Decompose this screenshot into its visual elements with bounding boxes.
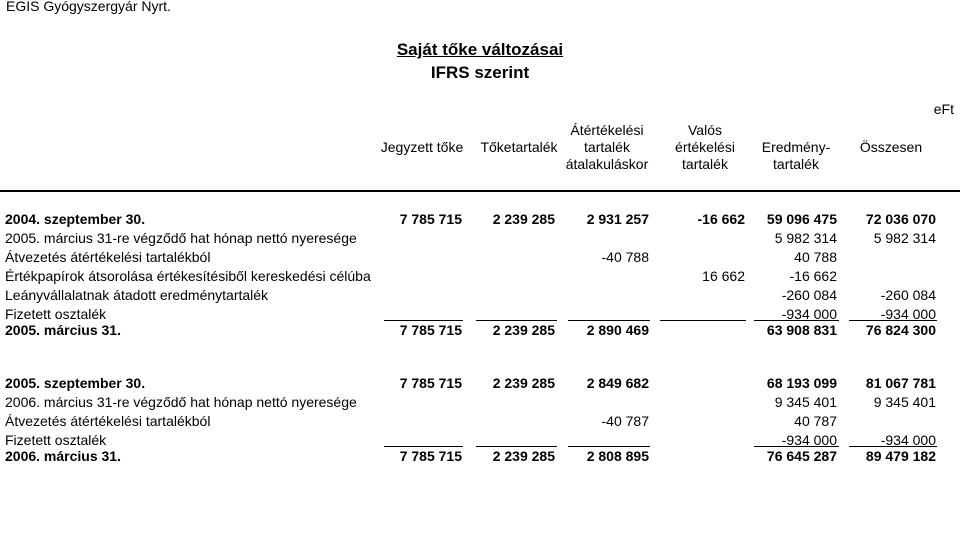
table-row [0,394,960,414]
cell-value: -934 000 [880,306,936,322]
cell-value: 76 645 287 [766,448,837,464]
row-label: Átvezetés átértékelési tartalékból [5,249,211,265]
statement-title: Saját tőke változásai [396,40,564,59]
subtotal-line [660,320,746,321]
column-header-capital-reserve: Tőketartalék [480,139,558,155]
table-row [0,268,960,288]
row-label: Fizetett osztalék [5,306,107,322]
cell-value: 5 982 314 [873,230,936,246]
company-name: EGIS Gyógyszergyár Nyrt. [6,0,171,14]
cell-value: 40 788 [794,249,837,265]
cell-value: -260 084 [781,287,837,303]
cell-value: -40 787 [601,413,649,429]
cell-value: -934 000 [880,432,936,448]
subtotal-line [384,446,463,447]
table-row [0,413,960,433]
cell-value: 63 908 831 [766,322,837,338]
subtotal-line [568,320,650,321]
cell-value: 76 824 300 [865,322,936,338]
cell-value: 40 787 [794,413,837,429]
cell-value: 68 193 099 [766,375,837,391]
table-row [0,322,960,342]
cell-value: -934 000 [781,306,837,322]
row-label: Fizetett osztalék [5,432,107,448]
subtotal-line [476,320,557,321]
subtotal-line [754,446,839,447]
table-row [0,287,960,307]
table-row [0,375,960,395]
cell-value: -260 084 [880,287,936,303]
cell-value: 16 662 [702,268,745,284]
table-row [0,448,960,468]
table-row [0,249,960,269]
cell-value: 5 982 314 [774,230,837,246]
row-label: 2005. szeptember 30. [5,375,146,391]
cell-value: 81 067 781 [865,375,936,391]
column-header-total: Összesen [859,139,923,155]
row-label: Értékpapírok átsorolása értékesítésiből kereskedési célúba [5,268,371,284]
column-header-share-capital: Jegyzett tőke [380,139,464,155]
subtotal-line [754,320,839,321]
subtotal-line [568,446,650,447]
cell-value: 2 849 682 [586,375,649,391]
cell-value: -16 662 [697,211,745,227]
cell-value: 59 096 475 [766,211,837,227]
cell-value: 2 239 285 [492,448,555,464]
row-label: 2006. március 31. [5,448,121,464]
column-header-fair-value-reserve: Valós értékelési tartalék [675,122,735,172]
column-header-revaluation-reserve: Átértékelési tartalék átalakuláskor [565,122,649,172]
cell-value: 7 785 715 [399,375,462,391]
table-row [0,230,960,250]
subtotal-line [849,320,937,321]
header-divider [0,190,960,192]
cell-value: 72 036 070 [865,211,936,227]
cell-value: 2 808 895 [586,448,649,464]
cell-value: 7 785 715 [399,322,462,338]
cell-value: 2 239 285 [492,322,555,338]
cell-value: -16 662 [789,268,837,284]
cell-value: -40 788 [601,249,649,265]
cell-value: 89 479 182 [865,448,936,464]
cell-value: 2 931 257 [586,211,649,227]
cell-value: 2 890 469 [586,322,649,338]
cell-value: 7 785 715 [399,211,462,227]
row-label: Átvezetés átértékelési tartalékból [5,413,211,429]
cell-value: -934 000 [781,432,837,448]
column-header-retained-earnings: Eredmény- tartalék [761,139,831,172]
row-label: 2006. március 31-re végződő hat hónap nettó nyeresége [5,394,357,410]
subtotal-line [849,446,937,447]
row-label: 2005. március 31-re végződő hat hónap nettó nyeresége [5,230,357,246]
row-label: 2005. március 31. [5,322,121,338]
cell-value: 9 345 401 [774,394,837,410]
cell-value: 2 239 285 [492,375,555,391]
subtotal-line [384,320,463,321]
cell-value: 7 785 715 [399,448,462,464]
row-label: 2004. szeptember 30. [5,211,146,227]
row-label: Leányvállalatnak átadott eredménytartalék [5,287,269,303]
statement-subtitle: IFRS szerint [430,63,530,82]
cell-value: 2 239 285 [492,211,555,227]
cell-value: 9 345 401 [873,394,936,410]
table-row [0,211,960,231]
subtotal-line [476,446,557,447]
currency-unit: eFt [933,101,954,117]
